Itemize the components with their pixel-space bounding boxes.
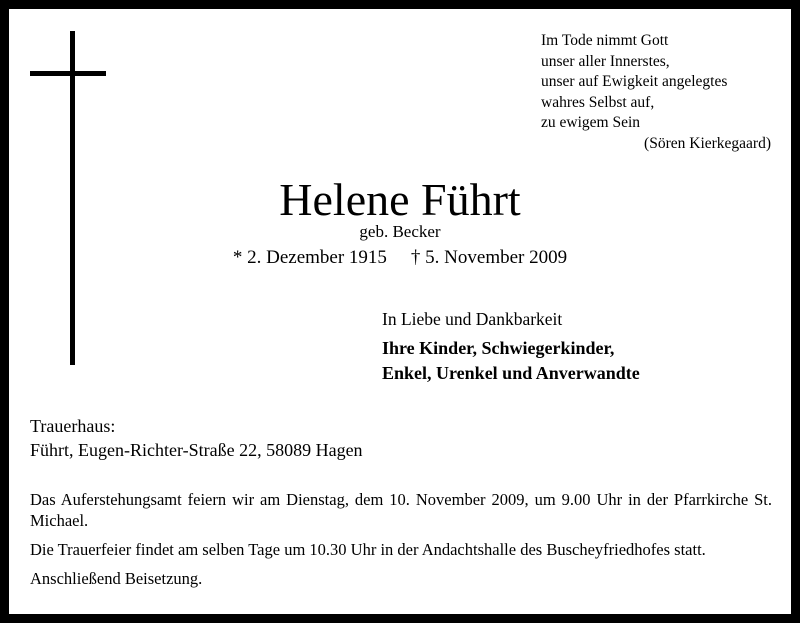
mass-notice: Das Auferstehungsamt feiern wir am Dienstag, dem 10. November 2009, um 9.00 Uhr in der Pfarrkirche St. Michael.: [30, 490, 772, 530]
mourning-house-label: Trauerhaus:: [30, 416, 116, 436]
quote-line: unser aller Innerstes,: [541, 52, 670, 70]
service-notices: [30, 489, 772, 597]
maiden-name: geb. Becker: [359, 222, 441, 241]
quote-line: zu ewigem Sein: [541, 114, 641, 131]
life-dates: [9, 246, 791, 270]
quote-line: unser auf Ewigkeit angelegtes: [541, 73, 728, 90]
birth-date: * 2. Dezember 1915: [232, 247, 387, 268]
death-date: † 5. November 2009: [410, 247, 568, 268]
mourners-intro: In Liebe und Dankbarkeit: [382, 309, 563, 329]
mourning-house: [30, 414, 363, 462]
quote-line: Im Tode nimmt Gott: [541, 32, 669, 49]
cross-horizontal-bar: [30, 71, 106, 76]
funeral-notice: Die Trauerfeier findet am selben Tage um 10.30 Uhr in der Andachtshalle des Buscheyfriedhofes statt.: [30, 540, 706, 559]
mourners-line: Ihre Kinder, Schwiegerkinder,: [382, 338, 615, 358]
quote-line: wahres Selbst auf,: [541, 93, 655, 111]
deceased-name: Helene Führt: [279, 174, 521, 225]
burial-notice: Anschließend Beisetzung.: [30, 569, 203, 588]
mourning-house-address: Führt, Eugen-Richter-Straße 22, 58089 Hagen: [30, 440, 363, 460]
mourners-list: [382, 336, 640, 386]
quote-author: (Sören Kierkegaard): [644, 134, 771, 152]
quote-block: [541, 31, 781, 154]
mourners-line: Enkel, Urenkel und Anverwandte: [382, 363, 640, 383]
